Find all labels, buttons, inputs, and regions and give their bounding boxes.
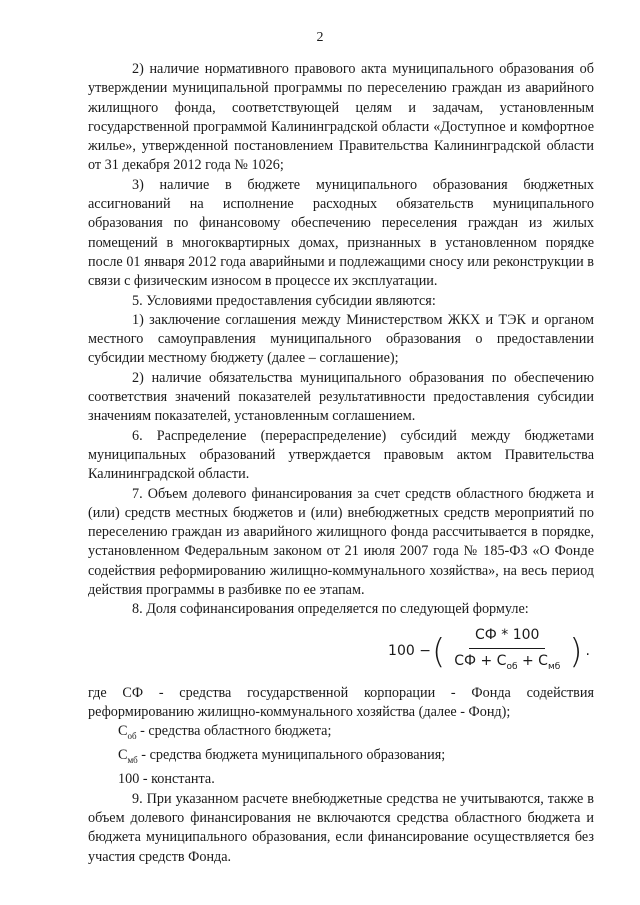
formula-den-cf: СФ — [454, 653, 477, 670]
paragraph-section-8: 8. Доля софинансирования определяется по следующей формуле: — [132, 601, 529, 618]
definition-cmb-text: - средства бюджета муниципального образования; — [137, 747, 446, 764]
definition-cmb-symbol: С — [118, 747, 128, 764]
formula-den-cmb-sub: мб — [547, 662, 561, 672]
cofinancing-formula — [88, 620, 594, 684]
definition-cob-sub: об — [127, 731, 137, 742]
formula-den-cob-sub: об — [506, 662, 518, 672]
definition-cob-symbol: С — [118, 723, 128, 740]
definition-const: 100 - константа. — [118, 771, 215, 788]
paragraph-condition-2: 2) наличие обязательства муниципального образования по обеспечению соответствия значений показателей результативности предоставления субсидии значениям показателей, установленным соглашением. — [88, 369, 594, 425]
definition-cob — [88, 722, 594, 746]
formula-fraction — [448, 626, 566, 677]
formula-plus-2: + — [521, 653, 534, 670]
paragraph-item-3: 3) наличие в бюджете муниципального образования бюджетных ассигнований на исполнение расходных обязательств муниципального образования по финансовому обеспечению переселения граждан из жилых помещений в многоквартирных домах, признанных в установленном порядке после 01 января 2012 года аварийными и подлежащими сносу или реконструкции в связи с физическим износом в процессе их эксплуатации. — [88, 176, 594, 290]
formula-plus-1: + — [480, 653, 493, 670]
formula-lead: 100 − — [388, 642, 431, 659]
paragraph-section-5: 5. Условиями предоставления субсидии являются: — [132, 292, 436, 309]
paragraph-item-2: 2) наличие нормативного правового акта муниципального образования об утверждении муниципальной программы по переселению граждан из аварийного жилищного фонда, соответствующей целям и задачам, установленным государственной программой Калининградской области «Доступное и комфортное жилье», утвержденной постановлением Правительства Калининградской области от 31 декабря 2012 года № 1026; — [88, 61, 594, 174]
document-body — [88, 60, 594, 867]
formula-dot: . — [585, 642, 590, 659]
formula-den-cob: С — [496, 653, 507, 670]
paragraph-condition-1: 1) заключение соглашения между Министерством ЖКХ и ТЭК и органом местного самоуправления муниципального образования о предоставлении субсидии местному бюджету (далее – соглашение); — [88, 311, 594, 367]
formula-open-paren: ( — [431, 631, 446, 672]
formula-numerator: СФ * 100 — [469, 626, 545, 649]
definition-cf: где СФ - средства государственной корпорации - Фонда содействия реформированию жилищно-коммунального хозяйства (далее - Фонд); — [88, 684, 594, 720]
paragraph-section-6: 6. Распределение (перераспределение) субсидий между бюджетами муниципальных образований утверждается правовым актом Правительства Калининградской области. — [88, 427, 594, 483]
definition-cmb-sub: мб — [127, 755, 138, 766]
formula-denominator — [448, 649, 566, 677]
page-number: 2 — [316, 30, 324, 45]
definition-cmb — [88, 746, 594, 770]
formula-close-paren: ) — [569, 631, 583, 672]
paragraph-section-9: 9. При указанном расчете внебюджетные средства не учитываются, также в объем долевого финансирования не включаются средства областного бюджета и бюджета муниципального образования, если финансирование осуществляется без участия средств Фонда. — [88, 790, 594, 865]
paragraph-section-7: 7. Объем долевого финансирования за счет средств областного бюджета и (или) средств местных бюджетов и (или) внебюджетных средств мероприятий по переселению граждан из аварийного жилищного фонда рассчитывается в порядке, установленном Федеральным законом от 21 июля 2007 года № 185-ФЗ «О Фонде содействия реформированию жилищно-коммунального хозяйства», на весь период действия программы в разбивке по ее этапам. — [88, 485, 594, 599]
definition-cob-text: - средства областного бюджета; — [136, 723, 332, 740]
formula-den-cmb: С — [538, 653, 548, 670]
